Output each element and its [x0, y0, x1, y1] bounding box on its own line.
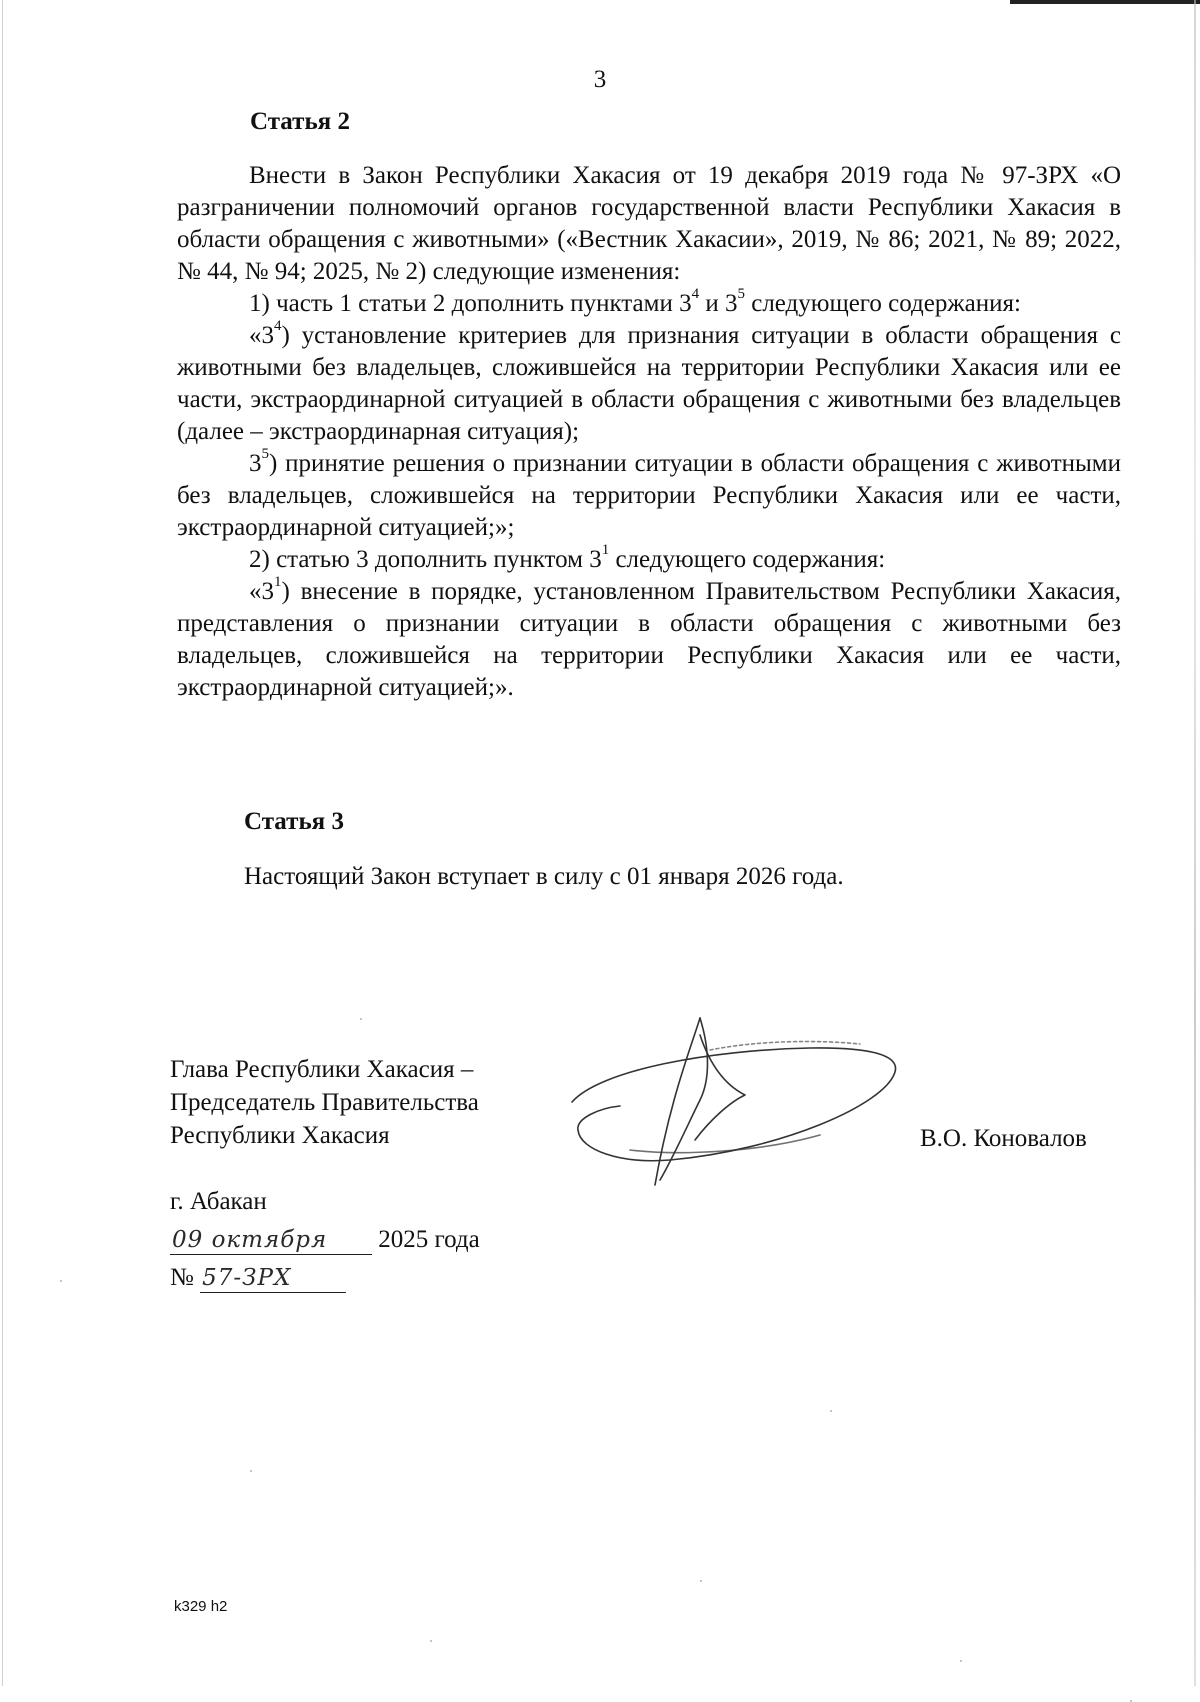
footer-code: k329 h2: [174, 1598, 228, 1615]
handwritten-date: 09 октября: [170, 1226, 372, 1255]
article-2-point-3-5: $3^5$) принятие решения о признании ситуации в области обращения с животными без владельцев, сложившейся на территории Республики Хакасия или ее части, экстраординарной ситуацией;»;: [177, 445, 1121, 541]
signer-title: Глава Республики Хакасия – Председатель Правительства Республики Хакасия: [170, 1056, 479, 1149]
article-2-intro: Внести в Закон Республики Хакасия от 19 декабря 2019 года № 97-ЗРХ «О разграничении полномочий органов государственной власти Республики Хакасия в области обращения с животными» («Вестник Хакасии», 2019, № 86; 2021, № 89; 2022, № 44, № 94; 2025, № 2) следующие изменения:: [177, 162, 1122, 285]
signature-image: [560, 1010, 910, 1190]
year: 2025 года: [378, 1226, 480, 1253]
scan-edge-right: [1194, 0, 1196, 1686]
number-sign: №: [170, 1264, 194, 1291]
scan-edge-top: [1010, 0, 1200, 4]
signing-place-date: [170, 1183, 480, 1297]
article-2-body: [177, 160, 1121, 704]
signer-name: В.О. Коновалов: [920, 1125, 1087, 1152]
handwritten-law-number: 57-ЗРХ: [200, 1264, 346, 1293]
article-3-heading: Статья 3: [244, 808, 344, 835]
article-2-heading: Статья 2: [250, 108, 350, 135]
date-row: [170, 1221, 480, 1259]
article-2-point-3-1: «$3^1$) внесение в порядке, установленном Правительством Республики Хакасия, представления о признании ситуации в области обращения с животными без владельцев, сложившейся на территории Республики Хакасия или ее части, экстраординарной ситуацией;».: [177, 573, 1121, 701]
page-number: 3: [593, 66, 607, 93]
article-2-point-3-4: «$3^4$) установление критериев для признания ситуации в области обращения с животными без владельцев, сложившейся на территории Республики Хакасия или ее части, экстраординарной ситуацией в области обращения с животными без владельцев (далее – экстраординарная ситуация);: [177, 317, 1121, 445]
article-2-item-2: 2) статью 3 дополнить пунктом $3^1$ следующего содержания:: [249, 541, 886, 573]
scan-edge-left: [2, 0, 3, 1686]
article-2-item-1: 1) часть 1 статьи 2 дополнить пунктами $3^4$ и $3^5$ следующего содержания:: [249, 285, 1021, 317]
city: г. Абакан: [170, 1188, 267, 1215]
law-number-row: [170, 1259, 480, 1297]
article-3-text: Настоящий Закон вступает в силу с 01 января 2026 года.: [244, 863, 844, 890]
